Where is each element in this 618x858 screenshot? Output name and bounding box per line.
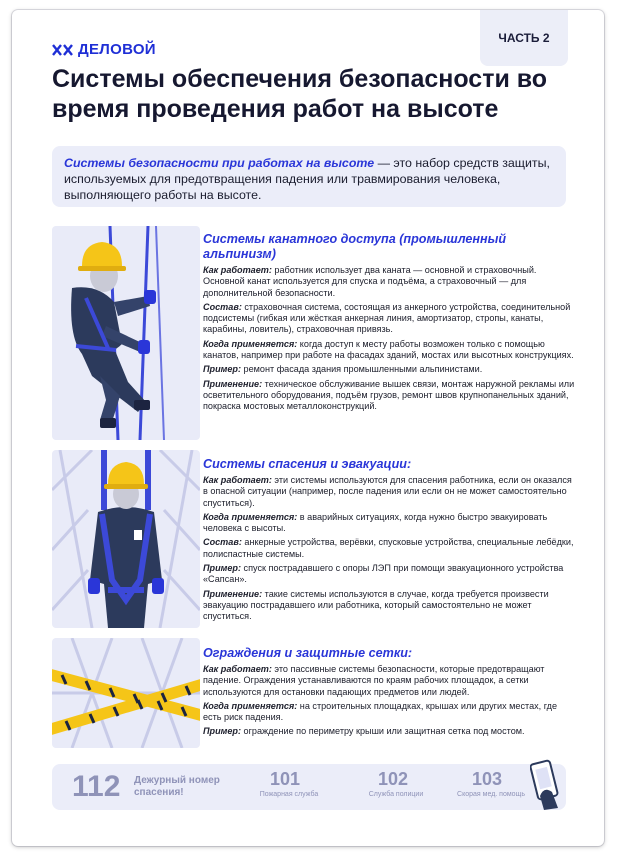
section-item: Пример: ограждение по периметру крыши или защитная сетка под мостом.: [203, 726, 525, 737]
emergency-footer: [52, 764, 566, 810]
section-item: Когда применяется: на строительных площадках, крышах или других местах, где есть риск падения.: [203, 700, 558, 723]
section-item: Как работает: эти системы используются для спасения работника, если он оказался в опасной ситуации (например, после падения или если он не может самостоятельно спуститься).: [203, 475, 572, 508]
rope-climber-icon: [52, 226, 200, 440]
police-label: Служба полиции: [368, 791, 424, 798]
part-label: ЧАСТЬ 2: [480, 10, 568, 66]
police-number: 102: [378, 769, 409, 789]
section-item: Когда применяется: в аварийных ситуациях, когда нужно быстро эвакуировать человека с высоты.: [203, 511, 548, 534]
ambulance-label: Скорая мед. помощь: [457, 791, 525, 798]
fire-service-label: Пожарная служба: [259, 791, 319, 798]
section-item: Пример: ремонт фасада здания промышленными альпинистами.: [203, 364, 483, 375]
rope-access-illustration: [52, 226, 200, 440]
section-title: Системы канатного доступа (промышленный альпинизм): [203, 232, 507, 261]
section-rescue: [203, 457, 575, 626]
emergency-main-number: 112: [72, 770, 121, 803]
rescue-illustration: [52, 450, 200, 628]
section-item: Применение: техническое обслуживание вышек связи, монтаж наружной рекламы или осветительного оборудования, подъём грузов, ремонт швов крупнопанельных зданий, покраска мостовых металлоконструкций.: [203, 378, 575, 412]
brand-logo: [52, 41, 156, 58]
section-item: Состав: анкерные устройства, верёвки, спусковые устройства, специальные лебёдки, полиспастные системы.: [203, 537, 574, 559]
section-item: Пример: спуск пострадавшего с опоры ЛЭП при помощи эвакуационного устройства «Сапсан».: [203, 563, 564, 585]
intro-text: — это набор средств защиты, используемых для предотвращения падения или травмирования человека, выполняющего работы на высоте.: [64, 156, 550, 202]
section-title: Системы спасения и эвакуации:: [203, 457, 412, 471]
section-title: Ограждения и защитные сетки:: [203, 646, 413, 660]
brand-name: ДЕЛОВОЙ: [78, 41, 156, 58]
fire-service-number: 101: [270, 769, 301, 789]
section-item: Состав: страховочная система, состоящая из анкерного устройства, соединительной подсистемы (гибкая или жёсткая анкерная линия, амортизатор, стропы, канаты, карабины, ловитель), страховочная привязь.: [203, 301, 571, 335]
section-item: Применение: такие системы используются в случае, когда требуется произвести эвакуацию пострадавшего или работника, который самостоятельно не может спуститься.: [203, 588, 549, 622]
phone-icon: [530, 758, 562, 812]
section-item: Когда применяется: когда доступ к месту работы возможен только с помощью канатов, например при работе на фасадах зданий, мостах или высотных конструкциях.: [203, 338, 574, 361]
section-barriers: [203, 646, 575, 741]
section-item: Как работает: работник использует два каната — основной и страховочный. Основной канат используется для спуска и подъёма, а страховочный — для дополнительной безопасности.: [203, 265, 537, 298]
intro-box: [52, 146, 566, 207]
page-title: Системы обеспечения безопасности во время проведения работ на высоте: [52, 65, 548, 123]
intro-highlight: Системы безопасности при работах на высоте: [64, 156, 375, 170]
emergency-main-label: Дежурный номер спасения!: [134, 775, 220, 798]
section-item: Как работает: это пассивные системы безопасности, которые предотвращают падение. Ограждения устанавливаются по краям рабочих площадок, а сетки используются для остановки падающих предметов или людей.: [203, 664, 545, 697]
rescue-worker-icon: [52, 450, 200, 628]
brand-mark-icon: [52, 44, 74, 56]
ambulance-number: 103: [472, 769, 503, 789]
section-rope-access: [203, 232, 575, 416]
barrier-illustration: [52, 638, 200, 748]
barrier-tape-icon: [52, 638, 200, 748]
page: [12, 10, 604, 846]
